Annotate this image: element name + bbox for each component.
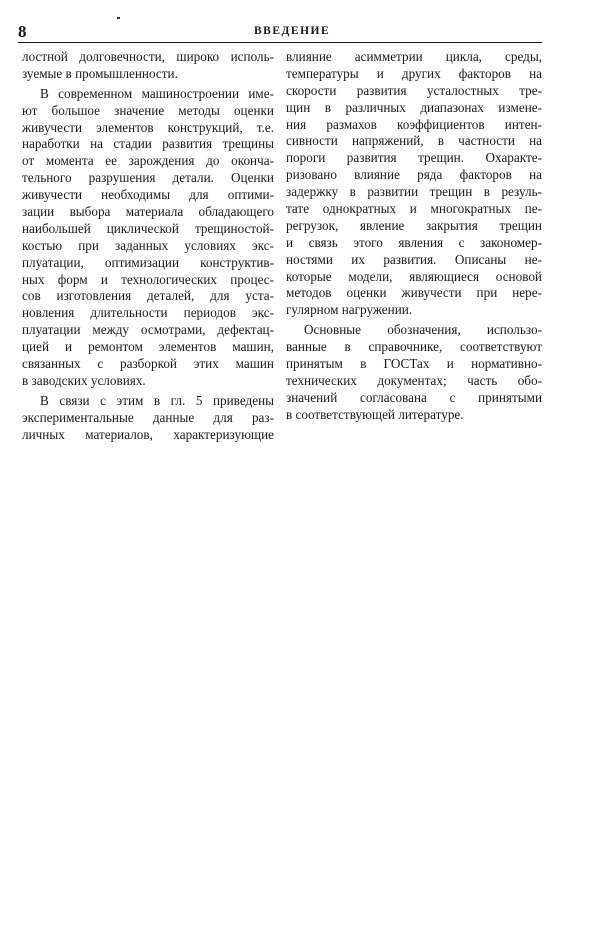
text-line: температуры и других факторов на [286, 65, 542, 81]
text-line: ванные в справочнике, соответствуют [286, 339, 542, 355]
text-line: зуемые в промышленности. [22, 65, 178, 81]
text-line: от момента ее зарождения до оконча- [22, 153, 274, 169]
print-speck [117, 17, 120, 19]
text-line: ностями их развития. Описаны не- [286, 251, 542, 267]
text-line: плуатации между осмотрами, дефектац- [22, 322, 274, 338]
text-line: живучести необходимы для оптими- [22, 187, 274, 203]
text-line: ют большое значение методы оценки [22, 102, 274, 118]
text-line: наработки на стадии развития трещины [22, 136, 274, 152]
text-line: плуатации, оптимизации конструктив- [22, 254, 274, 270]
text-line: В связи с этим в гл. 5 приведены [40, 392, 274, 408]
text-line: пороги развития трещин. Охаракте- [286, 150, 542, 166]
text-line: методов оценки живучести при нере- [286, 285, 542, 301]
header-rule [18, 42, 542, 43]
text-line: зации выбора материала обладающего [22, 204, 274, 220]
page-number: 8 [18, 22, 27, 41]
text-line: личных материалов, характеризующие [22, 426, 274, 442]
text-line: В современном машиностроении име- [40, 85, 274, 101]
text-line: скорости развития усталостных тре- [286, 82, 542, 98]
text-line: сивности напряжений, в частности на [286, 133, 542, 149]
text-line: цией и ремонтом элементов машин, [22, 339, 274, 355]
text-line: регрузок, явление закрытия трещин [286, 217, 542, 233]
text-line: сов изготовления деталей, для уста- [22, 288, 274, 304]
text-line: ризовано влияние ряда факторов на [286, 167, 542, 183]
text-line: экспериментальные данные для раз- [22, 409, 274, 425]
text-line: новления длительности периодов экс- [22, 305, 274, 321]
running-head-title: ВВЕДЕНИЕ [254, 25, 331, 37]
text-line: наибольшей циклической трещиностой- [22, 220, 274, 236]
text-line: принятым в ГОСТах и нормативно- [286, 356, 542, 372]
right-text-column [286, 49, 542, 424]
text-line: тельного разрушения детали. Оценки [22, 170, 274, 186]
text-line: лостной долговечности, широко исполь- [22, 49, 274, 64]
text-line: ных форм и технологических процес- [22, 271, 274, 287]
text-line: живучести элементов конструкций, т.е. [22, 119, 274, 135]
left-text-column [22, 49, 274, 443]
text-line: костью при заданных условиях экс- [22, 237, 274, 253]
text-line: влияние асимметрии цикла, среды, [286, 49, 542, 64]
text-line: Основные обозначения, использо- [304, 322, 542, 338]
text-line: в соответствующей литературе. [286, 406, 464, 422]
text-line: технических документах; часть обо- [286, 372, 542, 388]
text-line: щин в различных диапазонах измене- [286, 99, 542, 115]
text-line: в заводских условиях. [22, 372, 146, 388]
text-line: гулярном нагружении. [286, 302, 413, 318]
text-line: тате однократных и многократных пе- [286, 201, 542, 217]
text-line: задержку в развитии трещин в резуль- [286, 184, 542, 200]
text-line: значений согласована с принятыми [286, 389, 542, 405]
text-line: ния размахов коэффициентов интен- [286, 116, 542, 132]
text-line: связанных с разборкой этих машин [22, 356, 274, 372]
text-line: и связь этого явления с закономер- [286, 234, 542, 250]
text-line: которые модели, являющиеся основой [286, 268, 542, 284]
